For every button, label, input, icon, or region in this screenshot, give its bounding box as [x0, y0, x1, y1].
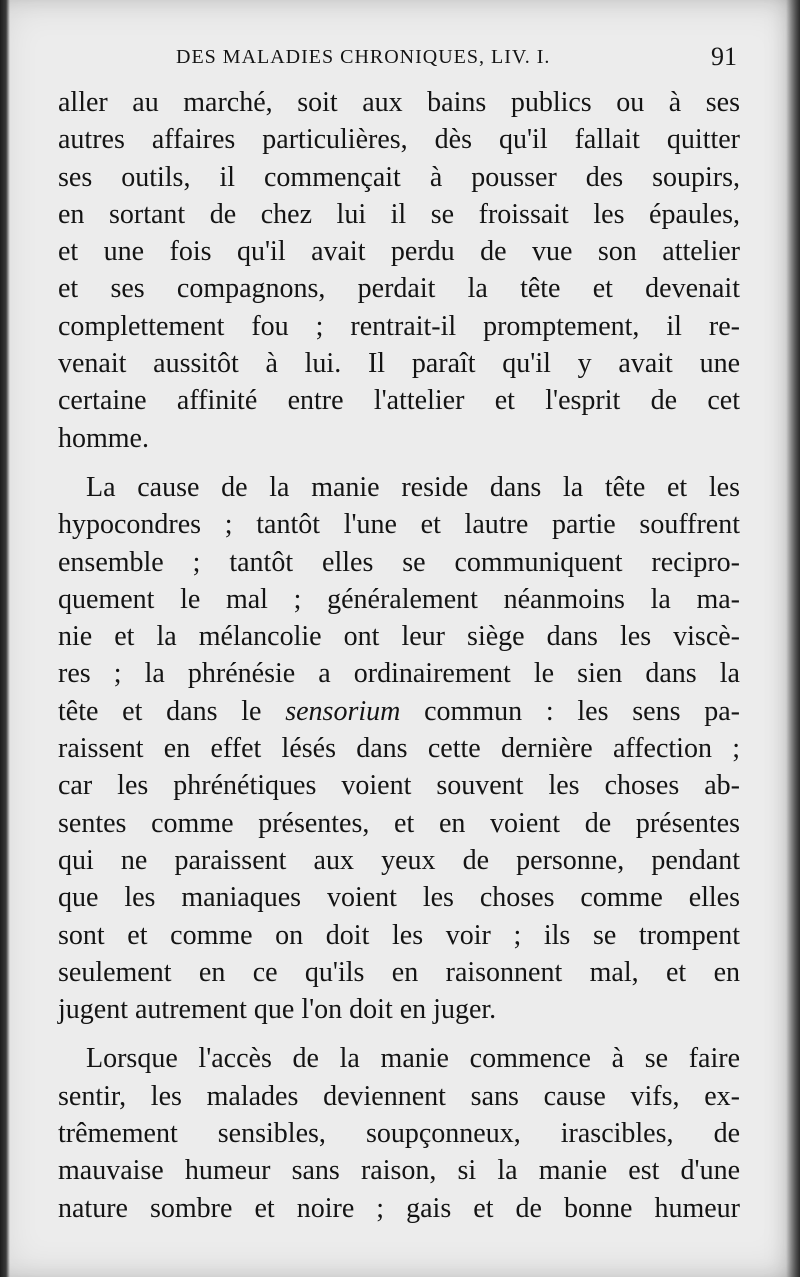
paragraph-3	[58, 1040, 740, 1226]
text-line: que les maniaques voient les choses comme elles	[58, 882, 740, 914]
text-line: seulement en ce qu'ils en raisonnent mal, et en	[58, 956, 740, 988]
text-line: ses outils, il commençait à pousser des soupirs,	[58, 161, 740, 193]
text-segment: commun : les sens pa-	[424, 695, 741, 727]
text-line: car les phrénétiques voient souvent les choses ab-	[58, 770, 740, 802]
text-line: Lorsque l'accès de la manie commence à se faire	[86, 1043, 740, 1075]
paragraph-2	[58, 469, 740, 1028]
text-line: venait aussitôt à lui. Il paraît qu'il y avait une	[58, 348, 740, 380]
text-line: nature sombre et noire ; gais et de bonne humeur	[58, 1192, 740, 1224]
text-line: mauvaise humeur sans raison, si la manie est d'une	[58, 1155, 740, 1187]
running-title: DES MALADIES CHRONIQUES, LIV. I.	[176, 46, 551, 68]
text-line: et une fois qu'il avait perdu de vue son attelier	[58, 236, 740, 268]
text-line: qui ne paraissent aux yeux de personne, pendant	[58, 844, 740, 876]
text-line: trêmement sensibles, soupçonneux, irascibles, de	[58, 1118, 740, 1150]
text-line: ensemble ; tantôt elles se communiquent recipro-	[58, 546, 740, 578]
text-line: La cause de la manie reside dans la tête et les	[86, 471, 740, 503]
text-segment: tête et dans le	[58, 695, 262, 727]
text-line: res ; la phrénésie a ordinairement le sien dans la	[58, 658, 740, 690]
paragraph-1	[58, 84, 740, 457]
text-line: autres affaires particulières, dès qu'il fallait quitter	[58, 124, 740, 156]
text-line: quement le mal ; généralement néanmoins la ma-	[58, 583, 740, 615]
text-line: aller au marché, soit aux bains publics ou à ses	[58, 87, 740, 118]
text-line	[58, 693, 740, 730]
text-line: nie et la mélancolie ont leur siège dans les viscè-	[58, 621, 740, 653]
body-text	[58, 84, 740, 1227]
page-edge-shadow	[786, 0, 800, 1277]
text-line: certaine affinité entre l'attelier et l'esprit de cet	[58, 385, 740, 417]
text-line: jugent autrement que l'on doit en juger.	[58, 994, 497, 1026]
text-line: et ses compagnons, perdait la tête et devenait	[58, 273, 740, 305]
italic-term: sensorium	[285, 695, 401, 727]
text-line: sentir, les malades deviennent sans cause vifs, ex-	[58, 1080, 740, 1112]
text-line: homme.	[58, 422, 149, 454]
page-number: 91	[711, 42, 737, 71]
page-gutter-shadow	[0, 0, 10, 1277]
text-line: sentes comme présentes, et en voient de présentes	[58, 807, 740, 839]
text-line: sont et comme on doit les voir ; ils se trompent	[58, 919, 740, 951]
text-line: raissent en effet lésés dans cette dernière affection ;	[58, 733, 740, 765]
text-line: en sortant de chez lui il se froissait les épaules,	[58, 198, 740, 230]
text-line: hypocondres ; tantôt l'une et lautre partie souffrent	[58, 509, 740, 541]
text-line: complettement fou ; rentrait-il promptement, il re-	[58, 310, 740, 342]
